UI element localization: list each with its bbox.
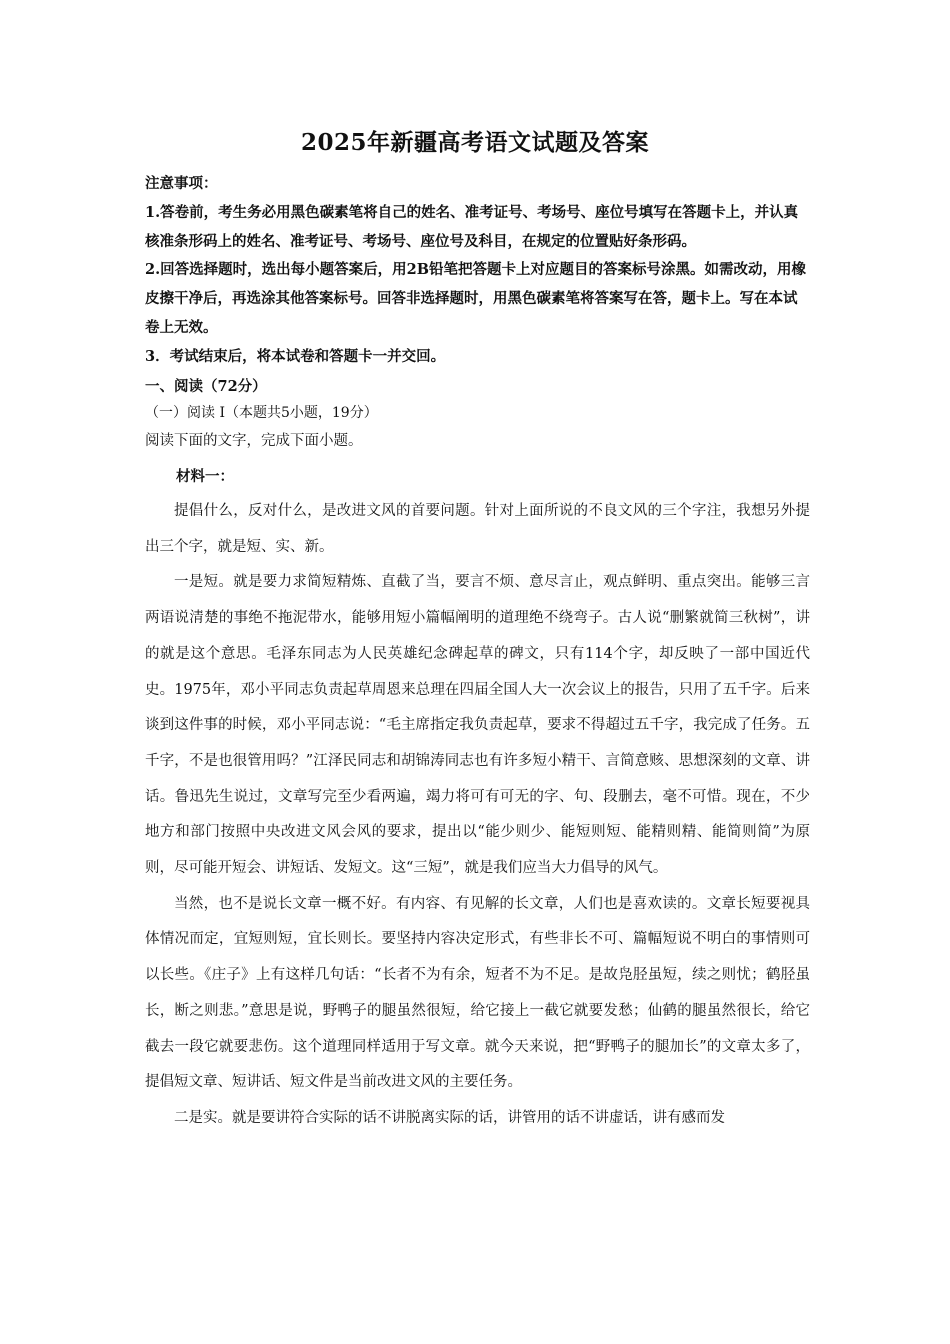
notice-item-1: 1.答卷前，考生务必用黑色碳素笔将自己的姓名、准考证号、考场号、座位号填写在答题卡上，并认真核准条形码上的姓名、准考证号、考场号、座位号及科目，在规定的位置贴好条形码。: [145, 203, 799, 250]
document-title: 2025年新疆高考语文试题及答案: [300, 129, 649, 156]
body-paragraph-3: 当然，也不是说长文章一概不好。有内容、有见解的长文章，人们也是喜欢读的。文章长短要视具体情况而定，宜短则短，宜长则长。要坚持内容决定形式，有些非长不可、篇幅短说不明白的事情则可以长些。《庄子》上有这样几句话：“长者不为有余，短者不为不足。是故凫胫虽短，续之则忧；鹤胫虽长，断之则悲。”意思是说，野鸭子的腿虽然很短，给它接上一截它就要发愁；仙鹤的腿虽然很长，给它截去一段它就要悲伤。这个道理同样适用于写文章。就今天来说，把“野鸭子的腿加长”的文章太多了，提倡短文章、短讲话、短文件是当前改进文风的主要任务。: [145, 895, 810, 1091]
body-paragraph-2: 一是短。就是要力求简短精炼、直截了当，要言不烦、意尽言止，观点鲜明、重点突出。能够三言两语说清楚的事绝不拖泥带水，能够用短小篇幅阐明的道理绝不绕弯子。古人说“删繁就简三秋树”，讲的就是这个意思。毛泽东同志为人民英雄纪念碑起草的碑文，只有114个字，却反映了一部中国近代史。1975年，邓小平同志负责起草周恩来总理在四届全国人大一次会议上的报告，只用了五千字。后来谈到这件事的时候，邓小平同志说：“毛主席指定我负责起草，要求不得超过五千字，我完成了任务。五千字，不是也很管用吗？”江泽民同志和胡锦涛同志也有许多短小精干、言简意赅、思想深刻的文章、讲话。鲁迅先生说过，文章写完至少看两遍，竭力将可有可无的字、句、段删去，毫不可惜。现在，不少地方和部门按照中央改进文风会风的要求，提出以“能少则少、能短则短、能精则精、能简则简”为原则，尽可能开短会、讲短话、发短文。这“三短”，就是我们应当大力倡导的风气。: [145, 574, 810, 877]
body-paragraph-1: 提倡什么，反对什么，是改进文风的首要问题。针对上面所说的不良文风的三个字注，我想另外提出三个字，就是短、实、新。: [145, 503, 810, 555]
notice-item-3: 3．考试结束后，将本试卷和答题卡一并交回。: [145, 347, 446, 365]
body-paragraph-4: 二是实。就是要讲符合实际的话不讲脱离实际的话，讲管用的话不讲虚话，讲有感而发: [174, 1109, 725, 1126]
material-label: 材料一：: [176, 468, 234, 485]
reading-instruction: 阅读下面的文字，完成下面小题。: [145, 433, 363, 449]
section-heading: 一、阅读（72分）: [145, 378, 267, 395]
material-body: [145, 494, 810, 1137]
notice-item-2: 2.回答选择题时，选出每小题答案后，用2B铅笔把答题卡上对应题目的答案标号涂黑。如需改动，用橡皮擦干净后，再选涂其他答案标号。回答非选择题时，用黑色碳素笔将答案写在答，题卡上。写在本试卷上无效。: [145, 261, 806, 336]
subsection-heading: （一）阅读 I（本题共5小题，19分）: [145, 405, 378, 421]
notice-heading: 注意事项：: [145, 175, 218, 192]
notice-block: [145, 170, 810, 372]
